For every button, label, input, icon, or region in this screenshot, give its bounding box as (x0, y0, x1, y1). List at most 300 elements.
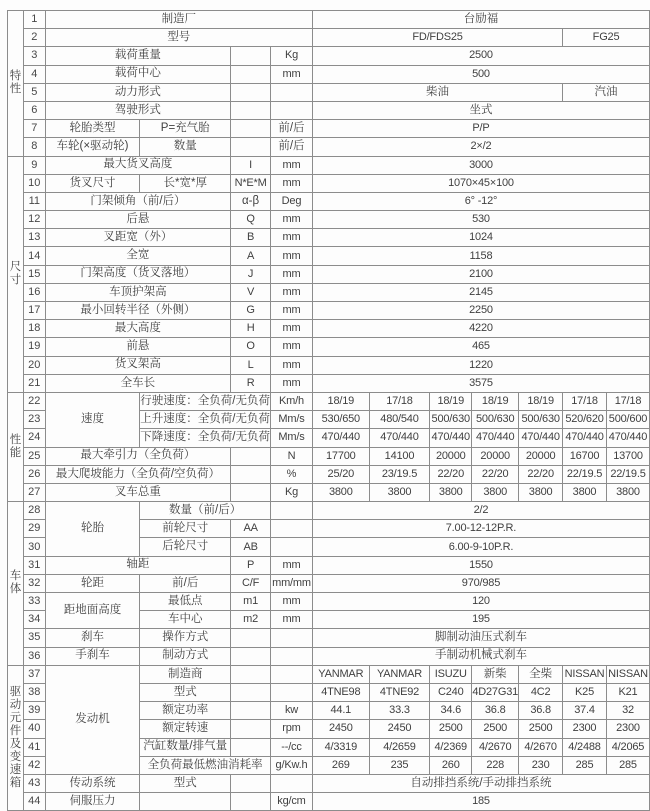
row-number: 37 (23, 665, 45, 683)
spec-cell: mm (271, 247, 313, 265)
spec-cell: 汽油 (563, 83, 650, 101)
row-number: 27 (23, 483, 45, 501)
row-number: 9 (23, 156, 45, 174)
row-number: 36 (23, 647, 45, 665)
spec-cell: 120 (312, 593, 649, 611)
row-number: 22 (23, 392, 45, 410)
spec-cell: 18/19 (312, 392, 369, 410)
spec-cell: 传动系统 (45, 774, 140, 792)
spec-cell: mm/mm (271, 574, 313, 592)
spec-cell: 18/19 (472, 392, 519, 410)
row-number: 16 (23, 283, 45, 301)
spec-cell: 25/20 (312, 465, 369, 483)
spec-cell: 3000 (312, 156, 649, 174)
spec-cell: 坐式 (312, 101, 649, 119)
empty-cell (231, 447, 271, 465)
spec-cell: 500 (312, 65, 649, 83)
spec-row (8, 447, 650, 465)
spec-cell: 3575 (312, 374, 649, 392)
spec-row (8, 338, 650, 356)
empty-cell (271, 683, 313, 701)
row-number: 33 (23, 593, 45, 611)
spec-cell: P/P (312, 120, 649, 138)
spec-cell: rpm (271, 720, 313, 738)
spec-cell: 530/650 (312, 411, 369, 429)
spec-cell: 1550 (312, 556, 649, 574)
spec-cell: 22/20 (519, 465, 563, 483)
spec-cell: 门架高度（货叉落地） (45, 265, 230, 283)
empty-cell (231, 65, 271, 83)
row-number: 31 (23, 556, 45, 574)
row-number: 24 (23, 429, 45, 447)
spec-cell: Deg (271, 192, 313, 210)
row-number: 23 (23, 411, 45, 429)
spec-cell: 285 (606, 756, 649, 774)
empty-cell (231, 720, 271, 738)
empty-cell (231, 83, 271, 101)
spec-cell: P (231, 556, 271, 574)
spec-cell: C240 (430, 683, 472, 701)
spec-cell: mm (271, 174, 313, 192)
empty-cell (231, 647, 271, 665)
spec-cell: 最小回转半径（外侧） (45, 302, 230, 320)
spec-cell: 4/2670 (519, 738, 563, 756)
spec-cell: 最低点 (140, 593, 231, 611)
spec-cell: 额定转速 (140, 720, 231, 738)
spec-cell: 4D27G31 (472, 683, 519, 701)
spec-cell: 22/20 (430, 465, 472, 483)
spec-row (8, 793, 650, 811)
row-number: 21 (23, 374, 45, 392)
spec-sheet (7, 10, 650, 811)
spec-cell: 500/630 (472, 411, 519, 429)
spec-cell: 前/后 (271, 138, 313, 156)
empty-cell (271, 647, 313, 665)
spec-cell: 发动机 (45, 665, 140, 774)
spec-cell: 操作方式 (140, 629, 231, 647)
spec-cell: 44.1 (312, 702, 369, 720)
spec-cell: 2450 (312, 720, 369, 738)
spec-cell: 520/620 (563, 411, 607, 429)
empty-cell (231, 683, 271, 701)
spec-row (8, 156, 650, 174)
spec-row (8, 483, 650, 501)
spec-cell: 制造厂 (45, 11, 312, 29)
spec-cell: 载荷中心 (45, 65, 230, 83)
spec-cell: 22/19.5 (606, 465, 649, 483)
row-number: 12 (23, 211, 45, 229)
spec-row (8, 574, 650, 592)
row-number: 11 (23, 192, 45, 210)
spec-cell: mm (271, 611, 313, 629)
spec-cell: 自动排挡系统/手动排挡系统 (312, 774, 649, 792)
spec-cell: 最大爬坡能力（全负荷/空负荷） (45, 465, 230, 483)
spec-cell: mm (271, 374, 313, 392)
spec-cell: Mm/s (271, 411, 313, 429)
empty-cell (140, 793, 231, 811)
row-number: 19 (23, 338, 45, 356)
spec-cell: K21 (606, 683, 649, 701)
spec-cell: 33.3 (369, 702, 430, 720)
spec-cell: 2/2 (312, 502, 649, 520)
row-number: 42 (23, 756, 45, 774)
row-number: 8 (23, 138, 45, 156)
empty-cell (231, 793, 271, 811)
empty-cell (271, 83, 313, 101)
spec-cell: kw (271, 702, 313, 720)
spec-cell: 数量（前/后） (140, 502, 271, 520)
spec-cell: 4/2369 (430, 738, 472, 756)
spec-cell: 4TNE98 (312, 683, 369, 701)
spec-cell: 数量 (140, 138, 231, 156)
row-number: 5 (23, 83, 45, 101)
spec-cell: 17/18 (563, 392, 607, 410)
row-number: 43 (23, 774, 45, 792)
spec-cell: mm (271, 338, 313, 356)
spec-cell: 车中心 (140, 611, 231, 629)
spec-cell: 4TNE92 (369, 683, 430, 701)
empty-cell (231, 665, 271, 683)
empty-cell (271, 502, 313, 520)
spec-row (8, 774, 650, 792)
empty-cell (231, 138, 271, 156)
row-number: 25 (23, 447, 45, 465)
spec-cell: K25 (563, 683, 607, 701)
spec-cell: 185 (312, 793, 649, 811)
spec-cell: 18/19 (519, 392, 563, 410)
spec-cell: m2 (231, 611, 271, 629)
spec-cell: g/Kw.h (271, 756, 313, 774)
spec-cell: NISSAN (606, 665, 649, 683)
forklift-spec-table (7, 10, 650, 811)
spec-cell: 制动方式 (140, 647, 231, 665)
spec-row (8, 356, 650, 374)
empty-cell (271, 520, 313, 538)
spec-cell: mm (271, 556, 313, 574)
spec-row (8, 283, 650, 301)
spec-row (8, 65, 650, 83)
spec-cell: 3800 (472, 483, 519, 501)
spec-cell: 1024 (312, 229, 649, 247)
spec-row (8, 11, 650, 29)
spec-cell: 285 (563, 756, 607, 774)
row-number: 13 (23, 229, 45, 247)
spec-cell: L (231, 356, 271, 374)
spec-row (8, 247, 650, 265)
spec-cell: 3800 (369, 483, 430, 501)
category-label: 车 体 (8, 502, 24, 666)
row-number: 6 (23, 101, 45, 119)
spec-row (8, 556, 650, 574)
empty-cell (231, 629, 271, 647)
spec-cell: 手刹车 (45, 647, 140, 665)
spec-cell: 4220 (312, 320, 649, 338)
spec-cell: 530 (312, 211, 649, 229)
spec-cell: 20000 (430, 447, 472, 465)
spec-cell: 后轮尺寸 (140, 538, 231, 556)
spec-row (8, 647, 650, 665)
spec-cell: 最大高度 (45, 320, 230, 338)
spec-cell: m1 (231, 593, 271, 611)
spec-cell: V (231, 283, 271, 301)
spec-cell: 16700 (563, 447, 607, 465)
spec-cell: NISSAN (563, 665, 607, 683)
spec-cell: 18/19 (430, 392, 472, 410)
row-number: 39 (23, 702, 45, 720)
spec-cell: 轮胎类型 (45, 120, 140, 138)
empty-cell (271, 774, 313, 792)
spec-cell: 235 (369, 756, 430, 774)
spec-cell: A (231, 247, 271, 265)
spec-cell: 2500 (430, 720, 472, 738)
row-number: 28 (23, 502, 45, 520)
spec-cell: 脚制动油压式刹车 (312, 629, 649, 647)
spec-row (8, 192, 650, 210)
spec-cell: 2500 (472, 720, 519, 738)
row-number: 4 (23, 65, 45, 83)
spec-cell: 2300 (563, 720, 607, 738)
spec-cell: 470/440 (519, 429, 563, 447)
empty-cell (231, 120, 271, 138)
spec-cell: 轮胎 (45, 502, 140, 557)
empty-cell (271, 665, 313, 683)
spec-cell: 门架倾角（前/后） (45, 192, 230, 210)
spec-cell: % (271, 465, 313, 483)
row-number: 1 (23, 11, 45, 29)
spec-cell: Mm/s (271, 429, 313, 447)
row-number: 18 (23, 320, 45, 338)
spec-cell: 伺服压力 (45, 793, 140, 811)
spec-cell: 前轮尺寸 (140, 520, 231, 538)
empty-cell (231, 702, 271, 720)
category-label: 驱 动 元 件 及 变 速 箱 (8, 665, 24, 811)
empty-cell (271, 629, 313, 647)
row-number: 38 (23, 683, 45, 701)
spec-cell: 1158 (312, 247, 649, 265)
spec-cell: 刹车 (45, 629, 140, 647)
spec-cell: 柴油 (312, 83, 562, 101)
spec-cell: 500/630 (519, 411, 563, 429)
spec-cell: 型式 (140, 774, 231, 792)
row-number: 40 (23, 720, 45, 738)
row-number: 30 (23, 538, 45, 556)
row-number: 14 (23, 247, 45, 265)
spec-cell: 36.8 (519, 702, 563, 720)
spec-cell: AA (231, 520, 271, 538)
spec-cell: C/F (231, 574, 271, 592)
spec-cell: 货叉尺寸 (45, 174, 140, 192)
spec-cell: 228 (472, 756, 519, 774)
empty-cell (231, 47, 271, 65)
spec-row (8, 211, 650, 229)
spec-cell: 500/630 (430, 411, 472, 429)
spec-cell: 230 (519, 756, 563, 774)
spec-cell: 手制动机械式刹车 (312, 647, 649, 665)
spec-cell: 470/440 (430, 429, 472, 447)
spec-cell: 全柴 (519, 665, 563, 683)
category-label: 尺 寸 (8, 156, 24, 392)
spec-cell: 6° -12° (312, 192, 649, 210)
spec-cell: 6.00-9-10P.R. (312, 538, 649, 556)
spec-cell: 14100 (369, 447, 430, 465)
spec-cell: P=充气胎 (140, 120, 231, 138)
row-number: 34 (23, 611, 45, 629)
spec-cell: 驾驶形式 (45, 101, 230, 119)
spec-cell: 470/440 (472, 429, 519, 447)
spec-cell: 23/19.5 (369, 465, 430, 483)
spec-cell: 台励福 (312, 11, 649, 29)
spec-cell: 下降速度：全负荷/无负荷 (140, 429, 271, 447)
spec-cell: 470/440 (606, 429, 649, 447)
spec-cell: 轮距 (45, 574, 140, 592)
spec-row (8, 174, 650, 192)
empty-cell (231, 738, 271, 756)
spec-cell: 4/2065 (606, 738, 649, 756)
spec-cell: 行驶速度：全负荷/无负荷 (140, 392, 271, 410)
spec-cell: 最大牵引力（全负荷） (45, 447, 230, 465)
spec-cell: 2250 (312, 302, 649, 320)
row-number: 35 (23, 629, 45, 647)
spec-cell: 2500 (312, 47, 649, 65)
spec-row (8, 29, 650, 47)
spec-cell: 动力形式 (45, 83, 230, 101)
spec-cell: 3800 (430, 483, 472, 501)
category-label: 特 性 (8, 11, 24, 157)
spec-cell: 4/2670 (472, 738, 519, 756)
spec-cell: N (271, 447, 313, 465)
spec-cell: 型号 (45, 29, 312, 47)
empty-cell (271, 538, 313, 556)
row-number: 3 (23, 47, 45, 65)
spec-cell: 4/2488 (563, 738, 607, 756)
row-number: 26 (23, 465, 45, 483)
spec-cell: 2300 (606, 720, 649, 738)
spec-cell: 货叉架高 (45, 356, 230, 374)
spec-cell: 22/19.5 (563, 465, 607, 483)
row-number: 20 (23, 356, 45, 374)
spec-cell: 465 (312, 338, 649, 356)
empty-cell (231, 774, 271, 792)
spec-cell: G (231, 302, 271, 320)
spec-row (8, 374, 650, 392)
row-number: 2 (23, 29, 45, 47)
spec-cell: 汽缸数量/排气量 (140, 738, 231, 756)
empty-cell (231, 483, 271, 501)
spec-row (8, 265, 650, 283)
spec-cell: 全车长 (45, 374, 230, 392)
spec-row (8, 465, 650, 483)
spec-cell: 20000 (519, 447, 563, 465)
row-number: 32 (23, 574, 45, 592)
spec-row (8, 47, 650, 65)
spec-cell: 后悬 (45, 211, 230, 229)
spec-cell: 260 (430, 756, 472, 774)
spec-cell: 970/985 (312, 574, 649, 592)
spec-cell: mm (271, 283, 313, 301)
spec-cell: mm (271, 320, 313, 338)
spec-row (8, 629, 650, 647)
spec-cell: mm (271, 302, 313, 320)
spec-row (8, 83, 650, 101)
spec-cell: 2145 (312, 283, 649, 301)
empty-cell (231, 101, 271, 119)
spec-cell: 17/18 (606, 392, 649, 410)
spec-cell: 长*宽*厚 (140, 174, 231, 192)
row-number: 10 (23, 174, 45, 192)
empty-cell (271, 101, 313, 119)
spec-cell: Kg (271, 47, 313, 65)
spec-cell: mm (271, 211, 313, 229)
spec-cell: 速度 (45, 392, 140, 447)
spec-cell: N*E*M (231, 174, 271, 192)
spec-cell: 3800 (312, 483, 369, 501)
spec-cell: 20000 (472, 447, 519, 465)
spec-row (8, 120, 650, 138)
spec-cell: 叉距宽（外） (45, 229, 230, 247)
spec-cell: AB (231, 538, 271, 556)
spec-cell: 制造商 (140, 665, 231, 683)
spec-cell: 37.4 (563, 702, 607, 720)
spec-cell: J (231, 265, 271, 283)
spec-cell: kg/cm (271, 793, 313, 811)
spec-cell: 2500 (519, 720, 563, 738)
spec-cell: 4/3319 (312, 738, 369, 756)
spec-cell: 距地面高度 (45, 593, 140, 629)
row-number: 41 (23, 738, 45, 756)
spec-cell: I (231, 156, 271, 174)
spec-cell: 前/后 (271, 120, 313, 138)
spec-cell: 34.6 (430, 702, 472, 720)
empty-cell (231, 465, 271, 483)
spec-cell: α-β (231, 192, 271, 210)
category-label: 性 能 (8, 392, 24, 501)
spec-row (8, 320, 650, 338)
spec-cell: mm (271, 356, 313, 374)
spec-cell: YANMAR (369, 665, 430, 683)
spec-cell: mm (271, 229, 313, 247)
spec-cell: 4/2659 (369, 738, 430, 756)
spec-cell: ISUZU (430, 665, 472, 683)
spec-cell: 470/440 (369, 429, 430, 447)
spec-cell: H (231, 320, 271, 338)
spec-cell: 32 (606, 702, 649, 720)
spec-cell: 叉车总重 (45, 483, 230, 501)
spec-cell: 3800 (519, 483, 563, 501)
spec-row (8, 502, 650, 520)
spec-cell: YANMAR (312, 665, 369, 683)
spec-cell: --/cc (271, 738, 313, 756)
spec-cell: B (231, 229, 271, 247)
spec-cell: Km/h (271, 392, 313, 410)
spec-cell: FD/FDS25 (312, 29, 562, 47)
spec-cell: 195 (312, 611, 649, 629)
spec-row (8, 392, 650, 410)
spec-cell: 2×/2 (312, 138, 649, 156)
spec-cell: 轴距 (45, 556, 230, 574)
spec-cell: 269 (312, 756, 369, 774)
spec-row (8, 302, 650, 320)
spec-cell: 470/440 (312, 429, 369, 447)
spec-cell: 4C2 (519, 683, 563, 701)
row-number: 17 (23, 302, 45, 320)
spec-cell: 最大货叉高度 (45, 156, 230, 174)
spec-row (8, 229, 650, 247)
spec-cell: 前/后 (140, 574, 231, 592)
spec-cell: 1220 (312, 356, 649, 374)
spec-cell: mm (271, 65, 313, 83)
spec-cell: mm (271, 156, 313, 174)
spec-cell: 36.8 (472, 702, 519, 720)
